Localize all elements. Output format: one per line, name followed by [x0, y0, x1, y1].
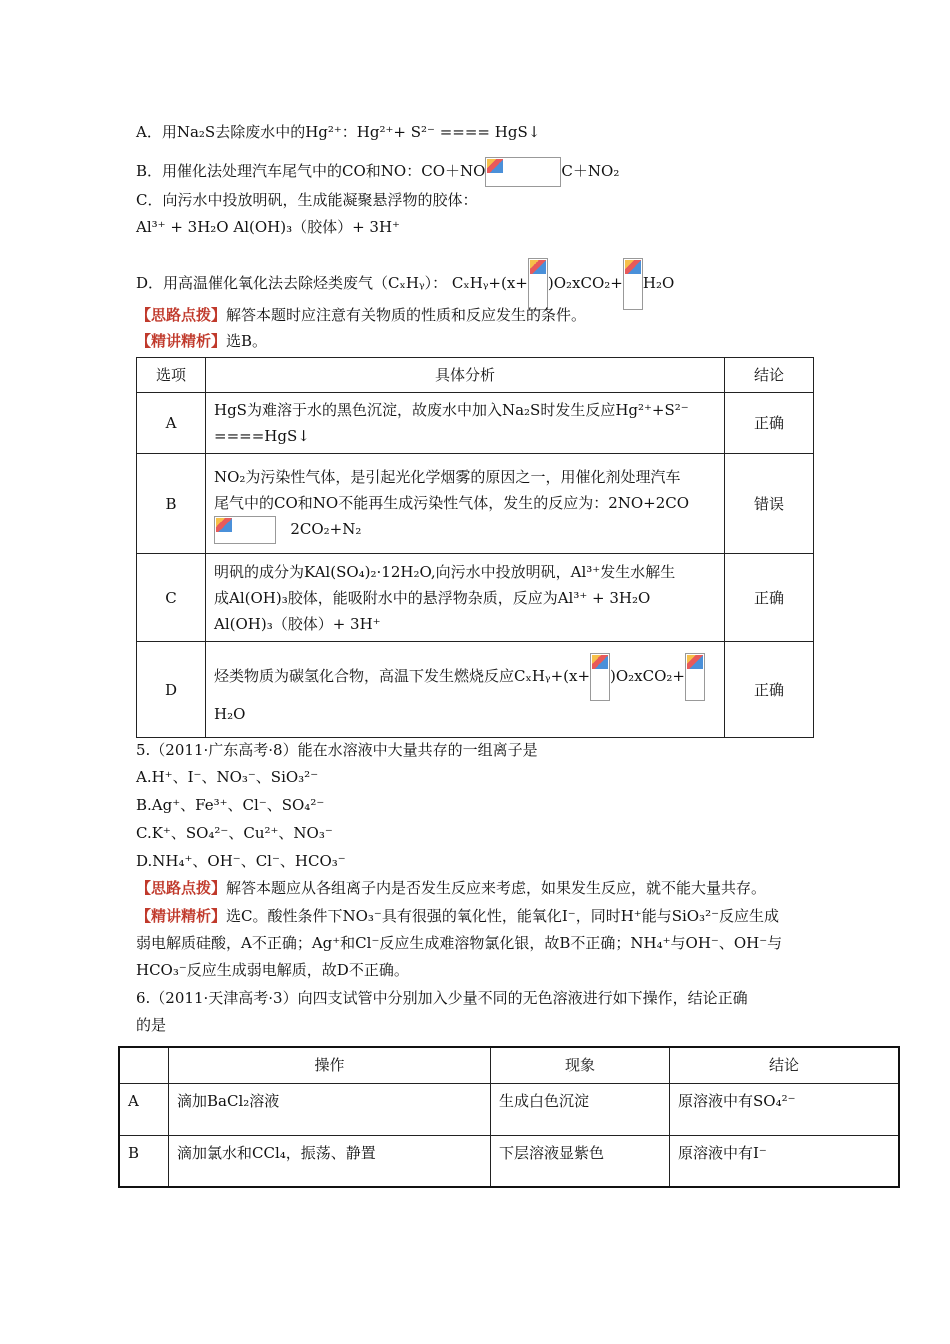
analysis-cell [206, 642, 725, 738]
analysis-line: Al(OH)₃（胶体）+ 3H⁺ [214, 614, 381, 633]
table-row [137, 642, 814, 738]
fraction-image [685, 653, 705, 701]
fraction-image [528, 258, 548, 310]
answer-text: 选B。 [226, 332, 268, 350]
q4-option-d [136, 258, 674, 310]
fraction-image [590, 653, 610, 701]
q4-option-b-products: C＋NO₂ [561, 162, 620, 180]
q4-hint [136, 305, 586, 325]
option-cell: B [137, 454, 206, 554]
analysis-line: NO₂为污染性气体，是引起光化学烟雾的原因之一，用催化剂处理汽车 [214, 467, 681, 486]
q4-option-b [136, 157, 619, 187]
experiment-table [118, 1046, 900, 1188]
analysis-line: 成Al(OH)₃胶体，能吸附水中的悬浮物杂质，反应为Al³⁺ + 3H₂O [214, 588, 651, 607]
hint-tag: 【思路点拨】 [136, 306, 227, 324]
analysis-cell [206, 454, 725, 554]
table-header: 现象 [491, 1047, 670, 1083]
table-row [137, 554, 814, 642]
result-cell: 错误 [725, 454, 814, 554]
q5-stem: 5.（2011·广东高考·8）能在水溶液中大量共存的一组离子是 [136, 741, 538, 759]
fraction-image [623, 258, 643, 310]
analysis-cell [206, 554, 725, 642]
q4-option-a: A．用Na₂S去除废水中的Hg²⁺：Hg²⁺+ S²⁻ ==== HgS↓ [136, 123, 541, 141]
analysis-line: HgS为难溶于水的黑色沉淀，故废水中加入Na₂S时发生反应Hg²⁺+S²⁻ [214, 401, 689, 419]
result-cell: 正确 [725, 393, 814, 454]
analysis-text: 烃类物质为碳氢化合物，高温下发生燃烧反应CₓHᵧ+(x+ [214, 666, 591, 685]
table-header: 操作 [169, 1047, 491, 1083]
q5-answer-line2: 弱电解质硅酸，A不正确；Ag⁺和Cl⁻反应生成难溶物氯化银，故B不正确；NH₄⁺与OH⁻、OH⁻与 [136, 934, 783, 952]
table-header: 结论 [670, 1047, 900, 1083]
operation-cell: 滴加氯水和CCl₄，振荡、静置 [169, 1135, 491, 1187]
operation-cell: 滴加BaCl₂溶液 [169, 1083, 491, 1135]
q5-option-b: B.Ag⁺、Fe³⁺、Cl⁻、SO₄²⁻ [136, 796, 325, 814]
answer-tag: 【精讲精析】 [136, 907, 227, 925]
q4-option-b-text: B．用催化法处理汽车尾气中的CO和NO：CO＋NO [136, 162, 486, 180]
answer-text: 选C。酸性条件下NO₃⁻具有很强的氧化性，能氧化I⁻，同时H⁺能与SiO₃²⁻反应生成 [226, 907, 780, 925]
table-row [119, 1135, 899, 1187]
hint-text: 解答本题时应注意有关物质的性质和反应发生的条件。 [226, 306, 587, 324]
q4-option-c: C．向污水中投放明矾，生成能凝聚悬浮物的胶体： [136, 191, 478, 209]
catalyst-arrow-image [485, 157, 561, 187]
q5-option-d: D.NH₄⁺、OH⁻、Cl⁻、HCO₃⁻ [136, 852, 346, 870]
hint-text: 解答本题应从各组离子内是否发生反应来考虑，如果发生反应，就不能大量共存。 [226, 879, 767, 897]
analysis-cell [206, 393, 725, 454]
answer-tag: 【精讲精析】 [136, 332, 227, 350]
option-cell: D [137, 642, 206, 738]
analysis-line: 尾气中的CO和NO不能再生成污染性气体，发生的反应为：2NO+2CO [214, 493, 690, 512]
option-cell: A [137, 393, 206, 454]
table-header: 选项 [137, 358, 206, 393]
phenomenon-cell: 下层溶液显紫色 [491, 1135, 670, 1187]
q4-option-d-end: H₂O [642, 274, 675, 292]
option-cell: A [119, 1083, 169, 1135]
table-row [119, 1083, 899, 1135]
q5-option-a: A.H⁺、I⁻、NO₃⁻、SiO₃²⁻ [136, 768, 319, 786]
analysis-line: H₂O [214, 704, 246, 723]
q6-stem-line2: 的是 [136, 1016, 167, 1034]
conclusion-cell: 原溶液中有I⁻ [670, 1135, 900, 1187]
table-row [137, 454, 814, 554]
phenomenon-cell: 生成白色沉淀 [491, 1083, 670, 1135]
analysis-line [214, 653, 716, 701]
q6-stem: 6.（2011·天津高考·3）向四支试管中分别加入少量不同的无色溶液进行如下操作，结论正确 [136, 989, 748, 1007]
q5-hint [136, 878, 766, 898]
q4-option-c-equation: Al³⁺ + 3H₂O Al(OH)₃（胶体）+ 3H⁺ [136, 218, 400, 236]
table-header: 具体分析 [206, 358, 725, 393]
conclusion-cell: 原溶液中有SO₄²⁻ [670, 1083, 900, 1135]
q5-answer-line3: HCO₃⁻反应生成弱电解质，故D不正确。 [136, 961, 409, 979]
hint-tag: 【思路点拨】 [136, 879, 227, 897]
q5-answer [136, 906, 779, 926]
result-cell: 正确 [725, 642, 814, 738]
catalyst-arrow-image [214, 516, 276, 544]
q4-option-d-mid: )O₂xCO₂+ [547, 274, 623, 292]
analysis-line [214, 516, 716, 544]
q4-answer [136, 331, 267, 351]
q4-option-d-text: D．用高温催化氧化法去除烃类废气（CₓHᵧ）： CₓHᵧ+(x+ [136, 274, 528, 292]
q5-option-c: C.K⁺、SO₄²⁻、Cu²⁺、NO₃⁻ [136, 824, 333, 842]
option-cell: C [137, 554, 206, 642]
analysis-line: 明矾的成分为KAl(SO₄)₂·12H₂O,向污水中投放明矾，Al³⁺发生水解生 [214, 562, 676, 581]
analysis-line: ====HgS↓ [214, 427, 310, 445]
table-row [137, 393, 814, 454]
table-header: 结论 [725, 358, 814, 393]
analysis-products: 2CO₂+N₂ [290, 519, 362, 538]
analysis-text: )O₂xCO₂+ [610, 666, 685, 685]
option-cell: B [119, 1135, 169, 1187]
table-header [119, 1047, 169, 1083]
analysis-table [136, 357, 814, 738]
result-cell: 正确 [725, 554, 814, 642]
